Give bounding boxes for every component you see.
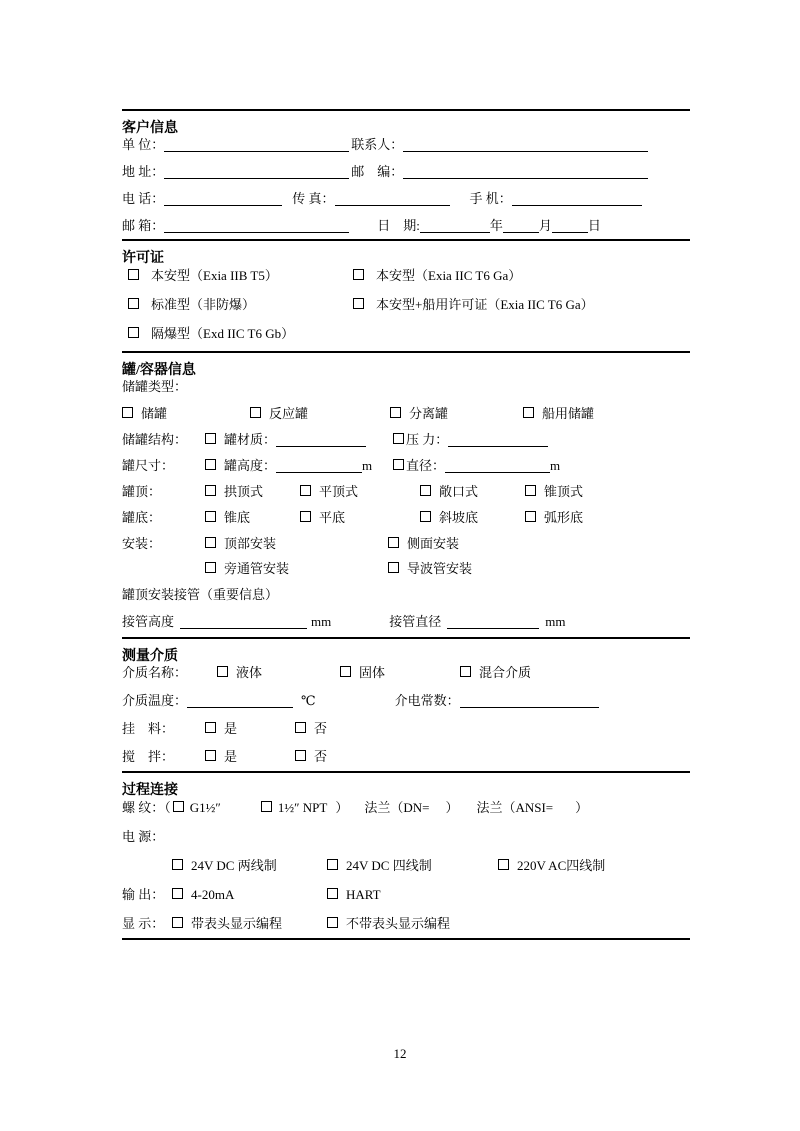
- tank-top-row: [122, 479, 690, 505]
- date-day-field[interactable]: [552, 232, 588, 233]
- tank-bottom-slope-label: 斜坡底: [439, 510, 479, 525]
- tank-top-open-checkbox[interactable]: [420, 485, 431, 496]
- install-side-checkbox[interactable]: [388, 537, 399, 548]
- thread-label: 螺 纹：: [122, 800, 165, 815]
- tank-bottom-slope-checkbox[interactable]: [420, 511, 431, 522]
- fax-label: 传 真：: [292, 191, 335, 206]
- customer-row-phone: [122, 185, 690, 212]
- medium-mixed-checkbox[interactable]: [460, 666, 471, 677]
- email-label: 邮 箱：: [122, 218, 165, 233]
- process-section-title: 过程连接: [122, 783, 178, 798]
- stir-label: 搅 拌：: [122, 749, 175, 764]
- thread-paren-close: ）: [335, 800, 349, 815]
- section-medium: [122, 639, 690, 771]
- tank-type-label-row: [122, 373, 690, 400]
- unit-label: 单 位：: [122, 137, 165, 152]
- stir-row: [122, 743, 690, 771]
- address-label: 地 址：: [122, 164, 165, 179]
- license-exia-iib-t5-checkbox[interactable]: [128, 269, 139, 280]
- install-top-label: 顶部安装: [224, 536, 277, 551]
- nozzle-height-unit: mm: [311, 614, 332, 629]
- tank-type-label: 储罐类型：: [122, 379, 188, 394]
- display-row: [122, 909, 690, 938]
- install-stillwell-label: 导波管安装: [407, 561, 473, 576]
- date-label: 日 期:: [377, 218, 420, 233]
- mobile-field[interactable]: [512, 205, 642, 206]
- medium-temperature-unit: ℃: [301, 693, 316, 708]
- thread-g-checkbox[interactable]: [173, 801, 184, 812]
- medium-solid-checkbox[interactable]: [340, 666, 351, 677]
- tank-type-separation-checkbox[interactable]: [390, 407, 401, 418]
- tank-pressure-field[interactable]: [448, 446, 548, 447]
- nozzle-title: 罐顶安装接管（重要信息）: [122, 587, 279, 602]
- thread-g-label: G1½″: [189, 800, 221, 815]
- tank-top-open-label: 敞口式: [439, 484, 479, 499]
- medium-temperature-field[interactable]: [187, 707, 293, 708]
- year-label: 年: [489, 218, 503, 233]
- medium-name-label: 介质名称：: [122, 665, 188, 680]
- customer-row-unit: [122, 131, 690, 158]
- date-month-field[interactable]: [503, 232, 539, 233]
- nozzle-title-row: [122, 581, 690, 608]
- thread-paren-open: （: [164, 800, 171, 815]
- medium-liquid-label: 液体: [236, 665, 263, 680]
- tank-pressure-label: 压 力：: [406, 432, 449, 447]
- license-exd-label: 隔爆型（Exd IIC T6 Gb）: [151, 326, 295, 341]
- flange-ansi-close: ）: [575, 800, 589, 815]
- customer-section-title: 客户信息: [122, 121, 178, 136]
- contact-field[interactable]: [403, 151, 648, 152]
- mobile-label: 手 机：: [469, 191, 512, 206]
- display-without-label: 不带表头显示编程: [346, 916, 451, 931]
- license-standard-label: 标准型（非防爆）: [151, 297, 256, 312]
- tank-bottom-label: 罐底：: [122, 510, 162, 525]
- tank-diameter-label: 直径：: [406, 458, 446, 473]
- customer-row-email: [122, 212, 690, 239]
- fax-field[interactable]: [335, 205, 450, 206]
- tank-bottom-row: [122, 505, 690, 531]
- tank-type-storage-checkbox[interactable]: [122, 407, 133, 418]
- license-exd-checkbox[interactable]: [128, 327, 139, 338]
- power-24v-4wire-checkbox[interactable]: [327, 859, 338, 870]
- tank-bottom-cone-label: 锥底: [224, 510, 251, 525]
- form-content: [122, 109, 690, 940]
- stir-yes-label: 是: [224, 749, 238, 764]
- output-hart-checkbox[interactable]: [327, 888, 338, 899]
- buildup-no-label: 否: [314, 721, 328, 736]
- install-side-label: 侧面安装: [407, 536, 460, 551]
- buildup-no-checkbox[interactable]: [295, 722, 306, 733]
- email-field[interactable]: [164, 232, 349, 233]
- flange-dn-close: ）: [445, 800, 459, 815]
- output-label: 输 出：: [122, 887, 165, 902]
- section-process: [122, 773, 690, 938]
- install-top-checkbox[interactable]: [205, 537, 216, 548]
- display-label: 显 示：: [122, 916, 165, 931]
- unit-field[interactable]: [164, 151, 349, 152]
- install-bypass-checkbox[interactable]: [205, 562, 216, 573]
- medium-solid-label: 固体: [359, 665, 386, 680]
- display-with-label: 带表头显示编程: [191, 916, 283, 931]
- stir-no-label: 否: [314, 749, 328, 764]
- tank-height-label: 罐高度：: [224, 458, 277, 473]
- tank-top-cone-label: 锥顶式: [544, 484, 584, 499]
- nozzle-height-field[interactable]: [180, 628, 307, 629]
- display-with-checkbox[interactable]: [172, 917, 183, 928]
- license-row-2: [122, 290, 690, 319]
- tank-top-dome-label: 拱顶式: [224, 484, 264, 499]
- power-220v-label: 220V AC四线制: [517, 858, 606, 873]
- nozzle-diameter-unit: mm: [545, 614, 566, 629]
- section-tank: [122, 353, 690, 636]
- phone-field[interactable]: [164, 205, 282, 206]
- tank-top-cone-checkbox[interactable]: [525, 485, 536, 496]
- tank-material-field[interactable]: [276, 446, 366, 447]
- tank-diameter-unit: m: [550, 458, 561, 473]
- phone-label: 电 话：: [122, 191, 165, 206]
- license-marine-label: 本安型+船用许可证（Exia IIC T6 Ga）: [376, 297, 594, 312]
- install-row-1: [122, 531, 690, 556]
- output-row: [122, 880, 690, 909]
- install-row-2: [122, 556, 690, 581]
- tank-bottom-cone-checkbox[interactable]: [205, 511, 216, 522]
- buildup-row: [122, 715, 690, 743]
- nozzle-diameter-label: 接管直径: [389, 614, 442, 629]
- section-divider-5: [122, 938, 690, 940]
- medium-temperature-label: 介质温度：: [122, 693, 188, 708]
- tank-height-unit: m: [362, 458, 373, 473]
- tank-material-label: 罐材质：: [224, 432, 277, 447]
- flange-ansi-label: 法兰（ANSI=: [476, 800, 554, 815]
- license-marine-checkbox[interactable]: [353, 298, 364, 309]
- buildup-yes-checkbox[interactable]: [205, 722, 216, 733]
- license-row-3: [122, 319, 690, 348]
- tank-size-row: [122, 453, 690, 479]
- medium-name-row: [122, 659, 690, 687]
- install-bypass-label: 旁通管安装: [224, 561, 290, 576]
- day-label: 日: [587, 218, 601, 233]
- tank-section-title: 罐/容器信息: [122, 363, 196, 378]
- tank-top-flat-label: 平顶式: [319, 484, 359, 499]
- medium-section-title: 测量介质: [122, 649, 178, 664]
- flange-dn-label: 法兰（DN=: [364, 800, 430, 815]
- dielectric-label: 介电常数：: [394, 693, 460, 708]
- buildup-yes-label: 是: [224, 721, 238, 736]
- medium-liquid-checkbox[interactable]: [217, 666, 228, 677]
- nozzle-height-label: 接管高度: [122, 614, 175, 629]
- address-field[interactable]: [164, 178, 349, 179]
- tank-type-reaction-label: 反应罐: [269, 406, 309, 421]
- tank-bottom-flat-label: 平底: [319, 510, 346, 525]
- tank-structure-row: [122, 427, 690, 453]
- postcode-label: 邮 编：: [351, 164, 404, 179]
- license-section-title: 许可证: [122, 251, 164, 266]
- install-stillwell-checkbox[interactable]: [388, 562, 399, 573]
- tank-type-storage-label: 储罐: [141, 406, 168, 421]
- install-label: 安装：: [122, 536, 162, 551]
- power-220v-checkbox[interactable]: [498, 859, 509, 870]
- postcode-field[interactable]: [403, 178, 648, 179]
- section-customer: [122, 111, 690, 239]
- tank-top-flat-checkbox[interactable]: [300, 485, 311, 496]
- license-exia-iic-t6-label: 本安型（Exia IIC T6 Ga）: [376, 268, 522, 283]
- license-exia-iib-t5-label: 本安型（Exia IIB T5）: [151, 268, 278, 283]
- license-exia-iic-t6-checkbox[interactable]: [353, 269, 364, 280]
- output-420ma-label: 4-20mA: [191, 887, 235, 902]
- buildup-label: 挂 料：: [122, 721, 175, 736]
- license-standard-checkbox[interactable]: [128, 298, 139, 309]
- output-420ma-checkbox[interactable]: [172, 888, 183, 899]
- stir-yes-checkbox[interactable]: [205, 750, 216, 761]
- tank-height-checkbox[interactable]: [205, 459, 216, 470]
- month-label: 月: [538, 218, 552, 233]
- power-label: 电 源：: [122, 829, 165, 844]
- date-year-field[interactable]: [420, 232, 490, 233]
- customer-row-address: [122, 158, 690, 185]
- tank-type-options-row: [122, 400, 690, 427]
- thread-npt-label: 1½″ NPT: [277, 800, 328, 815]
- power-label-row: [122, 822, 690, 851]
- tank-type-separation-label: 分离罐: [409, 406, 449, 421]
- stir-no-checkbox[interactable]: [295, 750, 306, 761]
- tank-type-reaction-checkbox[interactable]: [250, 407, 261, 418]
- tank-material-checkbox[interactable]: [205, 433, 216, 444]
- tank-type-marine-checkbox[interactable]: [523, 407, 534, 418]
- nozzle-row: [122, 608, 690, 636]
- page-number: 12: [393, 1046, 407, 1061]
- medium-mixed-label: 混合介质: [479, 665, 532, 680]
- tank-top-label: 罐顶：: [122, 484, 162, 499]
- tank-bottom-flat-checkbox[interactable]: [300, 511, 311, 522]
- tank-structure-label: 储罐结构：: [122, 432, 188, 447]
- contact-label: 联系人：: [351, 137, 404, 152]
- medium-temperature-row: [122, 687, 690, 715]
- section-license: [122, 241, 690, 348]
- tank-pressure-checkbox[interactable]: [393, 433, 404, 444]
- tank-bottom-arc-checkbox[interactable]: [525, 511, 536, 522]
- tank-top-dome-checkbox[interactable]: [205, 485, 216, 496]
- tank-height-field[interactable]: [276, 472, 362, 473]
- tank-bottom-arc-label: 弧形底: [544, 510, 584, 525]
- power-24v-2wire-label: 24V DC 两线制: [191, 858, 277, 873]
- dielectric-field[interactable]: [460, 707, 599, 708]
- tank-diameter-checkbox[interactable]: [393, 459, 404, 470]
- tank-type-marine-label: 船用储罐: [542, 406, 595, 421]
- nozzle-diameter-field[interactable]: [447, 628, 539, 629]
- power-24v-2wire-checkbox[interactable]: [172, 859, 183, 870]
- output-hart-label: HART: [346, 887, 381, 902]
- tank-diameter-field[interactable]: [445, 472, 550, 473]
- tank-size-label: 罐尺寸：: [122, 458, 175, 473]
- license-row-1: [122, 261, 690, 290]
- display-without-checkbox[interactable]: [327, 917, 338, 928]
- power-24v-4wire-label: 24V DC 四线制: [346, 858, 432, 873]
- thread-row: [122, 793, 690, 822]
- power-options-row: [122, 851, 690, 880]
- thread-npt-checkbox[interactable]: [261, 801, 272, 812]
